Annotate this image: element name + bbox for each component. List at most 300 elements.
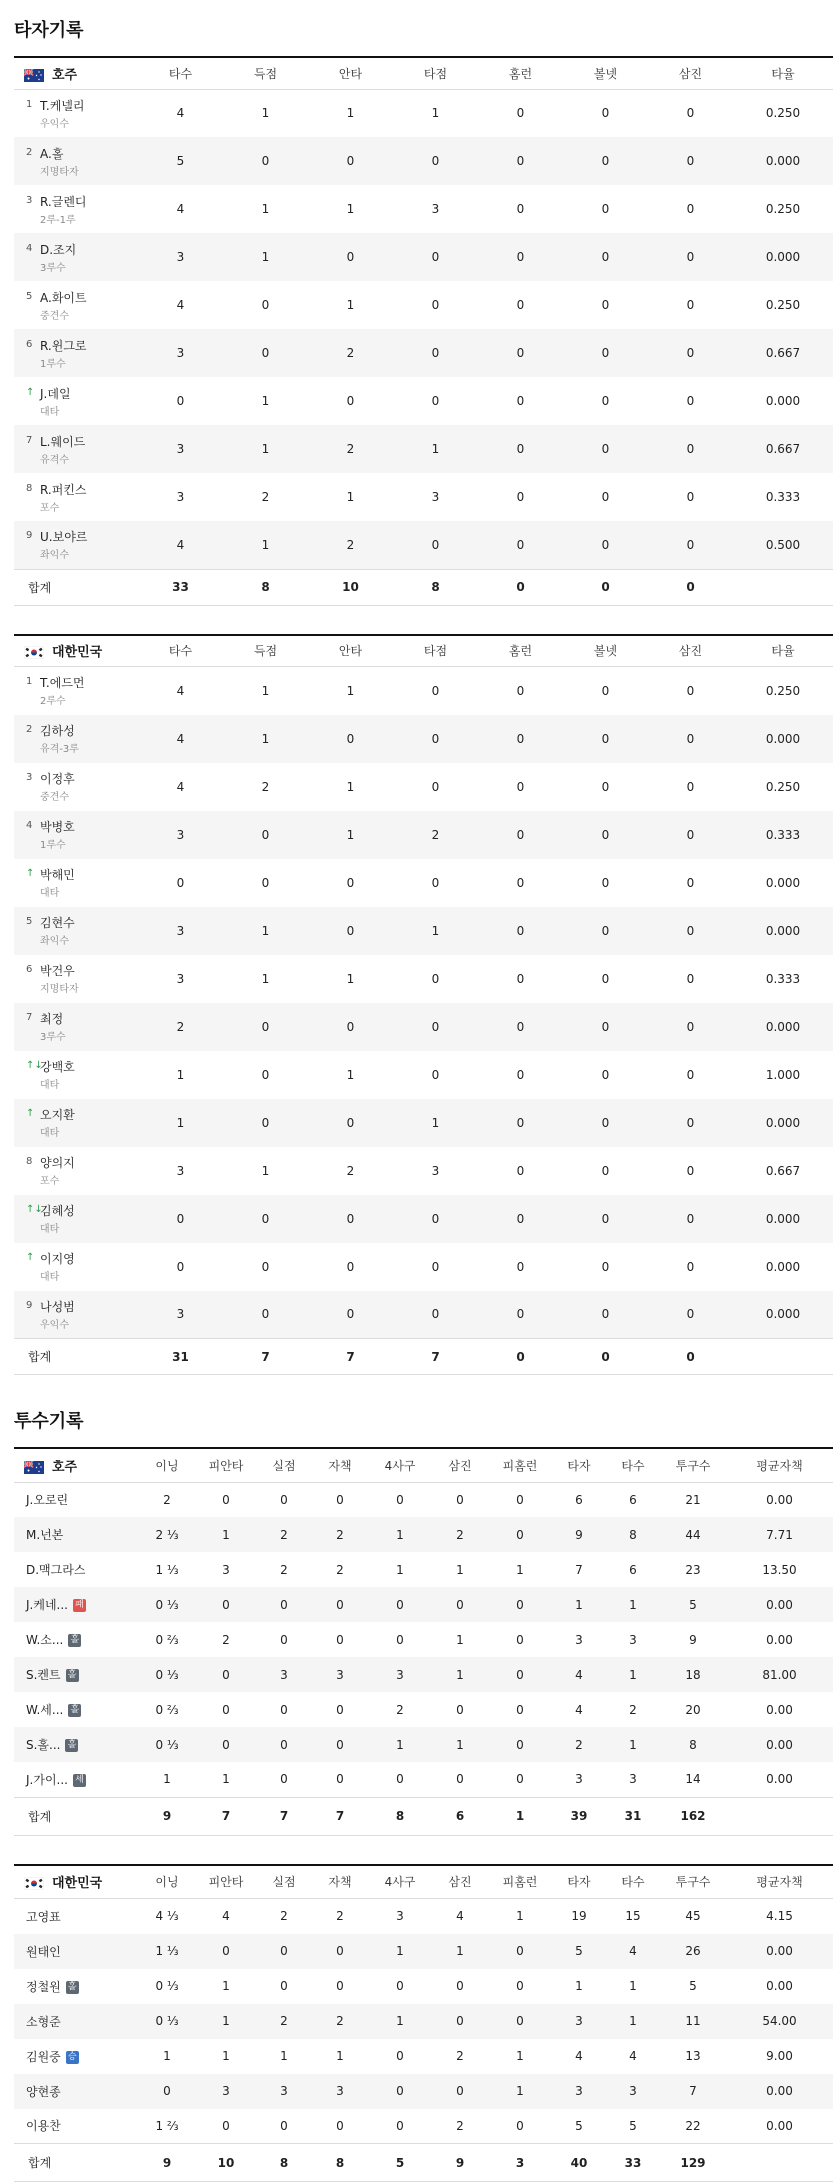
pitcher-cell xyxy=(14,1727,138,1762)
stat-cell: 3 xyxy=(138,233,223,281)
player-cell xyxy=(14,521,138,569)
batting-order: 1 xyxy=(26,674,40,687)
stat-cell: 4 xyxy=(606,2039,660,2074)
pitcher-cell xyxy=(14,1762,138,1797)
stat-cell: 4 xyxy=(138,281,223,329)
stat-cell: 2 xyxy=(196,1622,256,1657)
total-cell: 0 xyxy=(478,1339,563,1375)
stat-cell: 0 xyxy=(223,859,308,907)
player-position: 우익수 xyxy=(40,115,85,130)
decision-badge: 홀 xyxy=(68,1704,81,1717)
stat-cell: 3 xyxy=(256,1657,312,1692)
player-name-link[interactable]: R.퍼킨스 xyxy=(40,481,87,498)
stat-cell: 0 xyxy=(488,1692,552,1727)
stat-cell: 0 xyxy=(223,137,308,185)
stat-cell: 0 xyxy=(648,1003,733,1051)
stat-cell: 0 xyxy=(256,2109,312,2144)
stat-cell: 0.000 xyxy=(733,137,833,185)
column-header: 피홈런 xyxy=(488,1448,552,1482)
stat-cell: 0 xyxy=(223,1003,308,1051)
player-name-link[interactable]: 이지영 xyxy=(40,1250,75,1267)
player-cell xyxy=(14,185,138,233)
stat-cell: 4 xyxy=(138,185,223,233)
stat-cell: 0 xyxy=(563,137,648,185)
player-position: 대타 xyxy=(40,1220,75,1235)
stat-cell: 0.000 xyxy=(733,1291,833,1339)
stat-cell: 1 xyxy=(432,1622,488,1657)
stat-cell: 1 xyxy=(223,667,308,715)
stat-cell: 1 xyxy=(606,1727,660,1762)
pitcher-name-link[interactable]: 김원중 xyxy=(26,2050,61,2064)
pitcher-name-link[interactable]: 원태인 xyxy=(26,1945,61,1959)
pitcher-name-link[interactable]: J.케네... xyxy=(26,1598,68,1612)
stat-cell: 0 xyxy=(308,907,393,955)
pitcher-name-link[interactable]: 이용찬 xyxy=(26,2119,61,2133)
column-header: 안타 xyxy=(308,635,393,667)
column-header: 삼진 xyxy=(432,1448,488,1482)
stat-cell: 3 xyxy=(606,1762,660,1797)
stat-cell: 0 xyxy=(648,377,733,425)
stat-cell: 0 xyxy=(393,715,478,763)
stat-cell: 2 xyxy=(138,1482,196,1517)
pitcher-row xyxy=(14,1692,833,1727)
pitcher-row xyxy=(14,1934,833,1969)
stat-cell: 0 xyxy=(478,763,563,811)
column-header: 실점 xyxy=(256,1865,312,1899)
decision-badge: 세 xyxy=(73,1774,86,1787)
stat-cell: 0.00 xyxy=(726,2074,833,2109)
stat-cell: 0 xyxy=(488,1657,552,1692)
decision-badge: 홀 xyxy=(66,1669,79,1682)
batter-row xyxy=(14,329,833,377)
total-cell xyxy=(733,569,833,605)
stat-cell: 0 xyxy=(223,1099,308,1147)
player-cell xyxy=(14,89,138,137)
pitcher-cell xyxy=(14,1482,138,1517)
player-cell xyxy=(14,281,138,329)
stat-cell: 2 xyxy=(256,1517,312,1552)
stat-cell: 0 xyxy=(563,233,648,281)
stat-cell: 0 xyxy=(488,1517,552,1552)
batter-row xyxy=(14,1051,833,1099)
pitcher-name-link[interactable]: 정철원 xyxy=(26,1980,61,1994)
total-cell: 31 xyxy=(138,1339,223,1375)
stat-cell: 0 xyxy=(563,329,648,377)
stat-cell: 0 xyxy=(312,1587,368,1622)
player-name-link[interactable]: 강백호 xyxy=(40,1058,75,1075)
stat-cell: 3 xyxy=(138,1291,223,1339)
batter-row xyxy=(14,667,833,715)
pitcher-row xyxy=(14,1552,833,1587)
stat-cell: 0 xyxy=(196,2109,256,2144)
player-name-link[interactable]: J.데일 xyxy=(40,385,71,402)
stat-cell: 0 xyxy=(256,1482,312,1517)
stat-cell: 0 ⅓ xyxy=(138,2004,196,2039)
pitcher-cell xyxy=(14,2004,138,2039)
total-cell: 8 xyxy=(393,569,478,605)
column-header: 타자 xyxy=(552,1865,606,1899)
column-header: 이닝 xyxy=(138,1865,196,1899)
player-position: 중견수 xyxy=(40,307,87,322)
player-position: 유격수 xyxy=(40,451,85,466)
stat-cell: 0 xyxy=(312,1727,368,1762)
stat-cell: 1 xyxy=(312,2039,368,2074)
team-name: 대한민국 xyxy=(52,1876,102,1891)
stat-cell: 5 xyxy=(606,2109,660,2144)
stat-cell: 0 xyxy=(478,329,563,377)
stat-cell: 3 xyxy=(138,811,223,859)
batter-row xyxy=(14,907,833,955)
stat-cell: 0 xyxy=(478,233,563,281)
stat-cell: 0 ⅓ xyxy=(138,1587,196,1622)
total-label: 합계 xyxy=(14,1797,138,1835)
pitcher-name-link[interactable]: J.가이... xyxy=(26,1773,68,1787)
player-position: 대타 xyxy=(40,884,75,899)
stat-cell: 0 xyxy=(563,473,648,521)
stat-cell: 0 xyxy=(308,859,393,907)
total-cell: 8 xyxy=(223,569,308,605)
pitcher-row xyxy=(14,1657,833,1692)
stat-cell: 1 xyxy=(488,2074,552,2109)
stat-cell: 1 xyxy=(308,281,393,329)
substitution-arrow-icon: ↑↓ xyxy=(26,1202,40,1215)
player-position: 좌익수 xyxy=(40,546,87,561)
stat-cell: 1 xyxy=(368,1727,432,1762)
batting-order: 1 xyxy=(26,97,40,110)
stat-cell: 6 xyxy=(552,1482,606,1517)
pitcher-name-link[interactable]: 고영표 xyxy=(26,1910,61,1924)
stat-cell: 0 xyxy=(478,89,563,137)
total-cell: 9 xyxy=(138,1797,196,1835)
player-name-link[interactable]: 김현수 xyxy=(40,914,75,931)
stat-cell: 20 xyxy=(660,1692,726,1727)
total-cell: 7 xyxy=(196,1797,256,1835)
stat-cell: 3 xyxy=(196,1552,256,1587)
stat-cell: 0 xyxy=(648,1195,733,1243)
player-position: 우익수 xyxy=(40,1316,75,1331)
stat-cell: 0 xyxy=(488,2004,552,2039)
stat-cell: 2 xyxy=(432,2109,488,2144)
stat-cell: 2 xyxy=(308,329,393,377)
stat-cell: 0 xyxy=(478,1291,563,1339)
total-cell: 7 xyxy=(223,1339,308,1375)
stat-cell: 0.00 xyxy=(726,1692,833,1727)
stat-cell: 1 xyxy=(488,1552,552,1587)
stat-cell: 3 xyxy=(393,185,478,233)
stat-cell: 2 xyxy=(308,425,393,473)
total-cell: 0 xyxy=(563,1339,648,1375)
stat-cell: 3 xyxy=(138,955,223,1003)
column-header: 평균자책 xyxy=(726,1865,833,1899)
stat-cell: 0.667 xyxy=(733,425,833,473)
stat-cell: 4 xyxy=(138,89,223,137)
total-cell: 0 xyxy=(648,569,733,605)
stat-cell: 0.250 xyxy=(733,185,833,233)
stat-cell: 0 xyxy=(368,1762,432,1797)
stat-cell: 0 ⅓ xyxy=(138,1657,196,1692)
batting-order: 5 xyxy=(26,914,40,927)
player-name-link[interactable]: T.케넬리 xyxy=(40,97,85,114)
player-name-link[interactable]: 최정 xyxy=(40,1010,66,1027)
stat-cell: 9 xyxy=(552,1517,606,1552)
stat-cell: 0.00 xyxy=(726,1727,833,1762)
pitcher-name-link[interactable]: M.넌본 xyxy=(26,1528,63,1542)
team-header xyxy=(14,1448,138,1482)
batting-table-korea xyxy=(14,634,819,1376)
stat-cell: 1 xyxy=(368,1934,432,1969)
batting-order: 3 xyxy=(26,193,40,206)
batter-row xyxy=(14,233,833,281)
total-row xyxy=(14,1339,833,1375)
stat-cell: 2 xyxy=(138,1003,223,1051)
pitcher-row xyxy=(14,1899,833,1934)
stat-cell: 4 xyxy=(432,1899,488,1934)
player-cell xyxy=(14,763,138,811)
stat-cell: 0.667 xyxy=(733,329,833,377)
stat-cell: 0.00 xyxy=(726,1622,833,1657)
column-header: 안타 xyxy=(308,57,393,89)
batting-header-row xyxy=(14,635,833,667)
stat-cell: 1 xyxy=(606,1969,660,2004)
stat-cell: 3 xyxy=(368,1899,432,1934)
player-name-link[interactable]: R.윈그로 xyxy=(40,337,87,354)
stat-cell: 1 xyxy=(393,89,478,137)
player-cell xyxy=(14,233,138,281)
stat-cell: 0 xyxy=(478,1195,563,1243)
batting-order: 6 xyxy=(26,337,40,350)
stat-cell: 0 xyxy=(223,1291,308,1339)
stat-cell: 0 xyxy=(488,1727,552,1762)
stat-cell: 0 xyxy=(563,1147,648,1195)
stat-cell: 0 xyxy=(196,1934,256,1969)
player-position: 포수 xyxy=(40,1172,75,1187)
stat-cell: 45 xyxy=(660,1899,726,1934)
stat-cell: 0.000 xyxy=(733,1003,833,1051)
stat-cell: 2 xyxy=(223,473,308,521)
column-header: 타수 xyxy=(606,1448,660,1482)
pitcher-cell xyxy=(14,1657,138,1692)
batting-order: 2 xyxy=(26,722,40,735)
player-name-link[interactable]: T.에드먼 xyxy=(40,674,85,691)
total-cell: 129 xyxy=(660,2144,726,2182)
stat-cell: 0 xyxy=(478,715,563,763)
stat-cell: 1 xyxy=(393,425,478,473)
stat-cell: 2 xyxy=(432,1517,488,1552)
column-header: 득점 xyxy=(223,57,308,89)
batting-section-title: 타자기록 xyxy=(14,0,819,44)
stat-cell: 0 xyxy=(478,281,563,329)
player-name-link[interactable]: 나성범 xyxy=(40,1298,75,1315)
stat-cell: 1 xyxy=(432,1552,488,1587)
stat-cell: 0 xyxy=(563,425,648,473)
stat-cell: 0 xyxy=(393,667,478,715)
stat-cell: 0.333 xyxy=(733,955,833,1003)
stat-cell: 0 xyxy=(308,1003,393,1051)
player-name-link[interactable]: 박병호 xyxy=(40,818,75,835)
stat-cell: 0.00 xyxy=(726,1587,833,1622)
stat-cell: 54.00 xyxy=(726,2004,833,2039)
total-cell xyxy=(726,1797,833,1835)
stat-cell: 0 xyxy=(478,1003,563,1051)
player-cell xyxy=(14,907,138,955)
stat-cell: 0 xyxy=(223,811,308,859)
stat-cell: 0 xyxy=(648,521,733,569)
pitcher-name-link[interactable]: D.맥그라스 xyxy=(26,1563,85,1577)
stat-cell: 3 xyxy=(138,473,223,521)
stat-cell: 22 xyxy=(660,2109,726,2144)
player-cell xyxy=(14,667,138,715)
stat-cell: 0 xyxy=(138,2074,196,2109)
team-name: 호주 xyxy=(52,68,77,83)
stat-cell: 0 xyxy=(648,281,733,329)
stat-cell: 1 xyxy=(138,2039,196,2074)
batter-row xyxy=(14,1195,833,1243)
total-cell: 9 xyxy=(138,2144,196,2182)
total-cell: 10 xyxy=(308,569,393,605)
player-name-link[interactable]: 이정후 xyxy=(40,770,75,787)
batting-order: 4 xyxy=(26,241,40,254)
pitching-table-korea xyxy=(14,1864,819,2182)
total-cell: 7 xyxy=(308,1339,393,1375)
pitcher-name-link[interactable]: S.켄트 xyxy=(26,1668,61,1682)
pitcher-name-link[interactable]: W.소... xyxy=(26,1633,63,1647)
team-header xyxy=(14,57,138,89)
stat-cell: 0 xyxy=(368,1482,432,1517)
stat-cell: 0 xyxy=(488,1934,552,1969)
stat-cell: 0 xyxy=(393,521,478,569)
total-cell: 3 xyxy=(488,2144,552,2182)
total-cell: 33 xyxy=(138,569,223,605)
batter-row xyxy=(14,1003,833,1051)
stat-cell: 0 xyxy=(138,1243,223,1291)
stat-cell: 0 xyxy=(393,281,478,329)
team-header xyxy=(14,1865,138,1899)
stat-cell: 0 xyxy=(478,907,563,955)
batting-order: 3 xyxy=(26,770,40,783)
stat-cell: 0.000 xyxy=(733,233,833,281)
batting-order: 6 xyxy=(26,962,40,975)
stat-cell: 0 xyxy=(312,1969,368,2004)
stat-cell: 0 xyxy=(256,1762,312,1797)
player-name-link[interactable]: R.글렌디 xyxy=(40,193,87,210)
stat-cell: 0 xyxy=(196,1482,256,1517)
stat-cell: 4 xyxy=(138,763,223,811)
stat-cell: 0.667 xyxy=(733,1147,833,1195)
player-name-link[interactable]: A.홀 xyxy=(40,145,79,162)
stat-cell: 0.000 xyxy=(733,377,833,425)
batter-row xyxy=(14,715,833,763)
pitcher-cell xyxy=(14,2039,138,2074)
stat-cell: 4.15 xyxy=(726,1899,833,1934)
total-cell: 8 xyxy=(368,1797,432,1835)
total-cell: 8 xyxy=(312,2144,368,2182)
substitution-arrow-icon: ↑ xyxy=(26,385,40,398)
batting-order: 8 xyxy=(26,1154,40,1167)
player-name-link[interactable]: D.조지 xyxy=(40,241,76,258)
player-position: 유격-3루 xyxy=(40,740,79,755)
batting-order: 4 xyxy=(26,818,40,831)
player-name-link[interactable]: 오지환 xyxy=(40,1106,75,1123)
stat-cell: 0 ⅔ xyxy=(138,1692,196,1727)
stat-cell: 5 xyxy=(660,1969,726,2004)
player-position: 대타 xyxy=(40,403,71,418)
player-name-link[interactable]: A.화이트 xyxy=(40,289,87,306)
player-name-link[interactable]: U.보야르 xyxy=(40,528,87,545)
stat-cell: 2 xyxy=(256,2004,312,2039)
stat-cell: 7 xyxy=(552,1552,606,1587)
player-name-link[interactable]: L.웨이드 xyxy=(40,433,85,450)
pitcher-name-link[interactable]: J.오로린 xyxy=(26,1493,68,1507)
stat-cell: 0 xyxy=(393,763,478,811)
stat-cell: 0 xyxy=(648,907,733,955)
pitcher-name-link[interactable]: 소형준 xyxy=(26,2015,61,2029)
stat-cell: 0 xyxy=(648,1051,733,1099)
stat-cell: 1 xyxy=(308,955,393,1003)
player-cell xyxy=(14,425,138,473)
stat-cell: 0 xyxy=(563,859,648,907)
stat-cell: 0 xyxy=(393,137,478,185)
stat-cell: 3 xyxy=(393,473,478,521)
stat-cell: 1 xyxy=(223,425,308,473)
stat-cell: 0 xyxy=(478,1147,563,1195)
player-name-link[interactable]: 김하성 xyxy=(40,722,79,739)
stat-cell: 7.71 xyxy=(726,1517,833,1552)
stat-cell: 3 xyxy=(256,2074,312,2109)
player-name-link[interactable]: 박건우 xyxy=(40,962,79,979)
batter-row xyxy=(14,1147,833,1195)
stat-cell: 8 xyxy=(606,1517,660,1552)
stat-cell: 4 xyxy=(138,521,223,569)
player-name-link[interactable]: 김혜성 xyxy=(40,1202,75,1219)
stat-cell: 0 xyxy=(648,137,733,185)
pitcher-cell xyxy=(14,1934,138,1969)
pitcher-cell xyxy=(14,2074,138,2109)
player-position: 2루수 xyxy=(40,692,85,707)
player-name-link[interactable]: 양의지 xyxy=(40,1154,75,1171)
stat-cell: 3 xyxy=(368,1657,432,1692)
stat-cell: 3 xyxy=(196,2074,256,2109)
stat-cell: 0 xyxy=(563,763,648,811)
stat-cell: 0 xyxy=(196,1692,256,1727)
stat-cell: 0 xyxy=(432,1762,488,1797)
total-row xyxy=(14,2144,833,2182)
stat-cell: 1 xyxy=(552,1587,606,1622)
batting-table-australia xyxy=(14,56,819,606)
stat-cell: 4 xyxy=(196,1899,256,1934)
column-header: 타율 xyxy=(733,635,833,667)
stat-cell: 0 xyxy=(368,1587,432,1622)
pitcher-name-link[interactable]: 양현종 xyxy=(26,2085,61,2099)
stat-cell: 5 xyxy=(660,1587,726,1622)
stat-cell: 6 xyxy=(606,1552,660,1587)
player-name-link[interactable]: 박해민 xyxy=(40,866,75,883)
stat-cell: 3 xyxy=(552,2074,606,2109)
stat-cell: 0 xyxy=(563,811,648,859)
stat-cell: 0 xyxy=(478,137,563,185)
stat-cell: 1 xyxy=(606,1587,660,1622)
stat-cell: 5 xyxy=(552,1934,606,1969)
stat-cell: 0 xyxy=(196,1587,256,1622)
australia-flag-icon xyxy=(24,69,44,82)
stat-cell: 0 xyxy=(648,859,733,907)
pitcher-name-link[interactable]: S.홀... xyxy=(26,1738,60,1752)
pitcher-name-link[interactable]: W.세... xyxy=(26,1703,63,1717)
stat-cell: 0 xyxy=(196,1657,256,1692)
stat-cell: 0 xyxy=(256,1587,312,1622)
stat-cell: 0.250 xyxy=(733,667,833,715)
stat-cell: 0 ⅓ xyxy=(138,1727,196,1762)
stat-cell: 0 xyxy=(196,1727,256,1762)
